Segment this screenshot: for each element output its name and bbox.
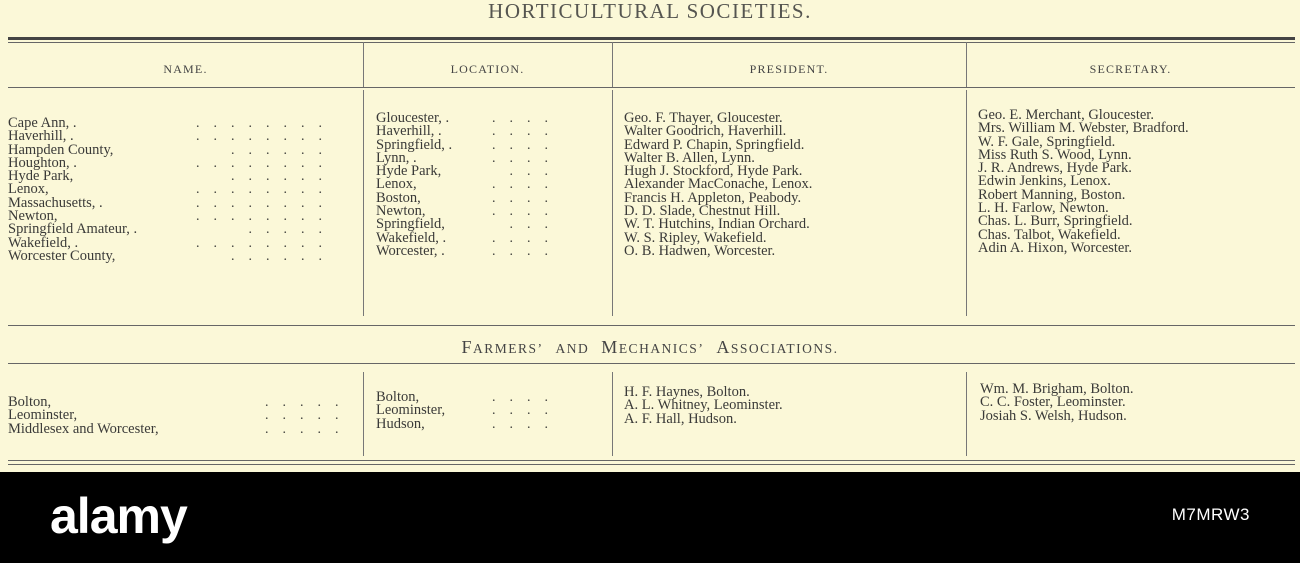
list-item: Haverhill, . (376, 123, 442, 140)
top-thin-rule (8, 42, 1295, 43)
list-item: Worcester, . (376, 242, 445, 259)
list-item: Leominster, (8, 407, 78, 424)
list-item: A. F. Hall, Hudson. (624, 410, 737, 427)
list-item: Hudson, (376, 415, 425, 432)
list-item: Hampden County, (8, 141, 114, 158)
top-thick-rule (8, 37, 1295, 40)
watermark-footer (0, 472, 1300, 563)
image-id: M7MRW3 (1171, 505, 1250, 524)
list-item: Mrs. William M. Webster, Bradford. (978, 120, 1189, 137)
col-divider-2-body (612, 90, 613, 316)
list-item: Haverhill, . (8, 128, 74, 145)
list-item: O. B. Hadwen, Worcester. (624, 242, 776, 259)
col-divider-2-farmers (612, 372, 613, 456)
section-bottom-rule (8, 363, 1295, 364)
header-bottom-rule (8, 87, 1295, 88)
col-divider-1-body (363, 90, 364, 316)
list-item: Hyde Park, (8, 168, 74, 185)
list-item: Edward P. Chapin, Springfield. (624, 136, 805, 153)
list-item: Miss Ruth S. Wood, Lynn. (978, 146, 1132, 163)
list-item: Walter B. Allen, Lynn. (624, 149, 755, 166)
list-item: Adin A. Hixon, Worcester. (978, 239, 1133, 256)
leader-dots-locations: . . . . . . . . . . . . . . . . . . . . . . . . . . . . . . . . . . . . . . . . . . (492, 111, 548, 259)
list-item: Bolton, (376, 389, 420, 405)
list-item: Worcester County, (8, 247, 116, 264)
list-item: J. R. Andrews, Hyde Park. (978, 160, 1132, 177)
list-item: Houghton, . (8, 154, 77, 171)
list-item: Lenox, (376, 176, 417, 193)
list-item: Leominster, (376, 402, 446, 419)
list-item: Lynn, . (376, 149, 417, 166)
farmers-presidents (624, 386, 783, 426)
list-item: Wm. M. Brigham, Bolton. (980, 381, 1134, 397)
header-name: NAME. (163, 62, 208, 76)
list-item: Walter Goodrich, Haverhill. (624, 123, 787, 140)
col-divider-3-farmers (966, 372, 967, 456)
horticultural-locations (376, 112, 452, 258)
list-item: Hugh J. Stockford, Hyde Park. (624, 163, 803, 180)
list-item: W. S. Ripley, Wakefield. (624, 229, 767, 246)
list-item: Robert Manning, Boston. (978, 186, 1126, 203)
alamy-logo: alamy (50, 488, 187, 544)
header-president: PRESIDENT. (749, 62, 829, 76)
list-item: Lenox, (8, 181, 49, 198)
list-item: Josiah S. Welsh, Hudson. (980, 407, 1127, 424)
list-item: Alexander MacConache, Lenox. (624, 176, 813, 193)
col-divider-3-body (966, 90, 967, 316)
list-item: C. C. Foster, Leominster. (980, 394, 1126, 411)
list-item: Wakefield, . (376, 229, 447, 246)
list-item: Newton, (376, 203, 426, 220)
list-item: Francis H. Appleton, Peabody. (624, 189, 802, 206)
page-title: HORTICULTURAL SOCIETIES. (488, 0, 812, 23)
list-item: D. D. Slade, Chestnut Hill. (624, 203, 781, 220)
header-location: LOCATION. (450, 62, 525, 76)
leader-dots-names: . . . . . . . . . . . . . . . . . . . . . . . . . . . . . . . . . . . . . . . . . . . . . . . . . . . . . . . . . . . . . . . . . . . . . . . . . . . . . . . (196, 116, 322, 264)
list-item: Gloucester, . (376, 110, 450, 126)
farmers-secretaries (980, 383, 1133, 423)
header-secretary: SECRETARY. (1089, 62, 1172, 76)
farmers-names (8, 396, 159, 436)
list-item: W. F. Gale, Springfield. (978, 133, 1116, 150)
col-divider-1-farmers (363, 372, 364, 456)
leader-dots-farmers-locations: . . . . . . . . . . . . (492, 390, 548, 432)
list-item: Geo. F. Thayer, Gloucester. (624, 110, 783, 126)
list-item: Springfield Amateur, . (8, 221, 138, 238)
list-item: Bolton, (8, 394, 52, 410)
section-heading-farmers-mechanics: FARMERS’ AND MECHANICS’ ASSOCIATIONS. (461, 337, 839, 357)
farmers-locations (376, 391, 445, 431)
list-item: W. T. Hutchins, Indian Orchard. (624, 216, 810, 233)
list-item: Chas. Talbot, Wakefield. (978, 226, 1121, 243)
leader-dots-farmers-names: . . . . . . . . . . . . . . . (265, 395, 339, 437)
list-item: Middlesex and Worcester, (8, 420, 159, 437)
list-item: L. H. Farlow, Newton. (978, 200, 1109, 217)
section-top-rule (8, 325, 1295, 326)
list-item: A. L. Whitney, Leominster. (624, 397, 783, 414)
horticultural-secretaries (978, 109, 1189, 255)
list-item: Chas. L. Burr, Springfield. (978, 213, 1133, 230)
list-item: Cape Ann, . (8, 115, 77, 131)
list-item: Hyde Park, (376, 163, 442, 180)
list-item: Massachusetts, . (8, 194, 103, 211)
bottom-rule-2 (8, 464, 1295, 465)
bottom-rule (8, 460, 1295, 461)
list-item: Wakefield, . (8, 234, 79, 251)
list-item: H. F. Haynes, Bolton. (624, 384, 750, 400)
list-item: Edwin Jenkins, Lenox. (978, 173, 1111, 190)
list-item: Springfield, (376, 216, 445, 233)
list-item: Springfield, . (376, 136, 453, 153)
list-item: Newton, (8, 208, 58, 225)
horticultural-presidents (624, 112, 812, 258)
list-item: Boston, (376, 189, 421, 206)
horticultural-names (8, 117, 137, 263)
list-item: Geo. E. Merchant, Gloucester. (978, 107, 1154, 123)
